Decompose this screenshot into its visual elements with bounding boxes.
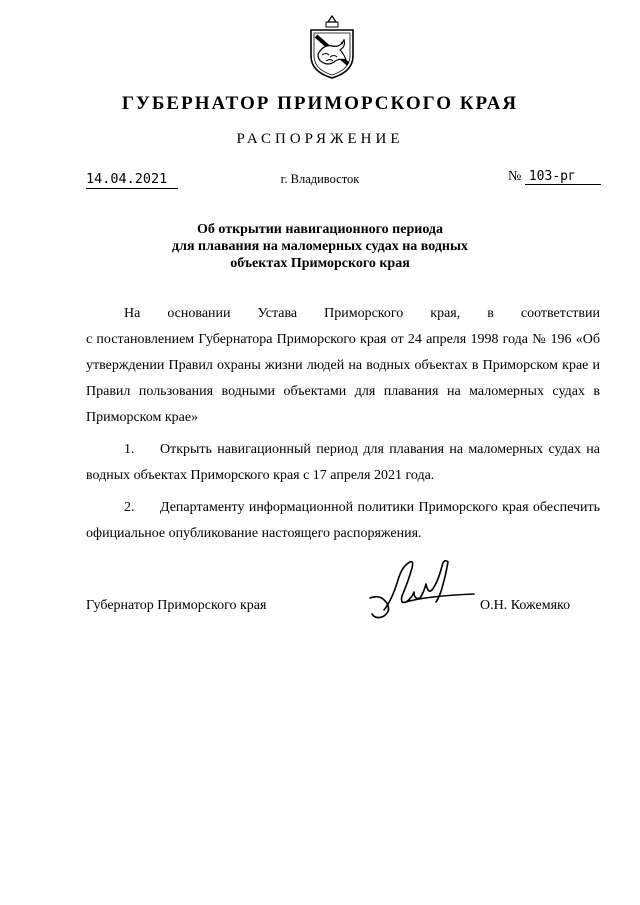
document-number	[508, 169, 601, 185]
document-date: 14.04.2021	[86, 171, 178, 189]
item-number: 2.	[124, 500, 135, 515]
number-value: 103-рг	[525, 169, 601, 185]
document-city: г. Владивосток	[280, 172, 360, 186]
document-type: РАСПОРЯЖЕНИЕ	[236, 131, 404, 147]
coat-of-arms-icon	[304, 14, 360, 80]
preamble-paragraph	[86, 301, 600, 431]
preamble-rest: с постановлением Губернатора Приморского края от 24 апреля 1998 года № 196 «Об утверждении Правил охраны жизни людей на водных объектах в Приморском крае и Правил пользования водными объектами для плавания на маломерных судах в Приморском крае»	[86, 332, 600, 425]
number-sign: №	[508, 169, 522, 184]
subject-line-3: объектах Приморского края	[230, 256, 410, 271]
subject-line-1: Об открытии навигационного периода	[196, 222, 443, 237]
document-body	[86, 301, 600, 553]
item-text: Департаменту информационной политики Приморского края обеспечить официальное опубликование настоящего распоряжения.	[86, 500, 600, 541]
item-text: Открыть навигационный период для плавания на маломерных судах на водных объектах Приморского края с 17 апреля 2021 года.	[86, 442, 600, 483]
list-item	[86, 495, 600, 547]
preamble-first-line: На основании Устава Приморского края, в соответствии	[124, 306, 600, 321]
signatory-name: О.Н. Кожемяко	[480, 598, 571, 613]
document-subject	[150, 221, 490, 272]
handwritten-signature-icon	[366, 558, 476, 624]
subject-line-2: для плавания на маломерных судах на водных	[172, 239, 468, 254]
item-number: 1.	[124, 442, 135, 457]
issuing-authority: ГУБЕРНАТОР ПРИМОРСКОГО КРАЯ	[121, 93, 519, 114]
list-item	[86, 437, 600, 489]
signatory-position: Губернатор Приморского края	[86, 598, 267, 613]
